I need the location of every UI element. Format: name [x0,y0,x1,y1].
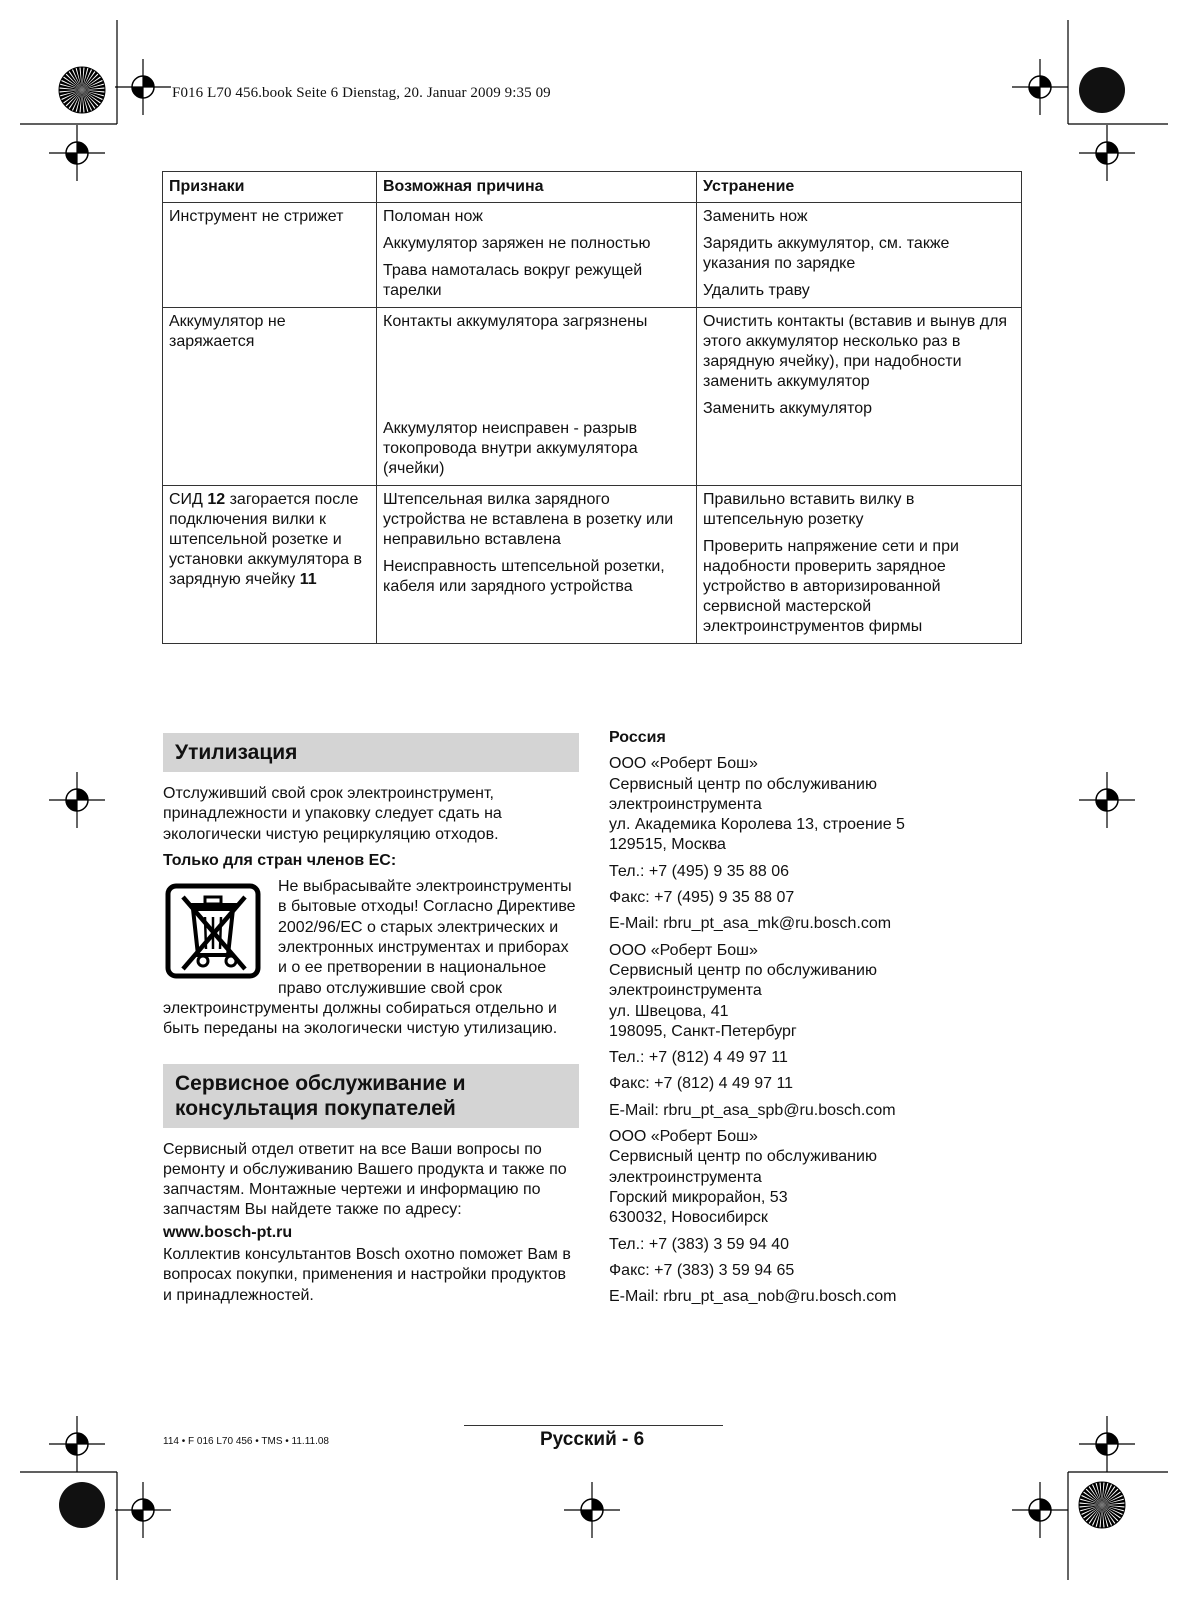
remedy-entry: Зарядить аккумулятор, см. также указания по зарядке [703,235,950,272]
symptom-cell: Инструмент не стрижет [163,203,377,308]
symptom-text: СИД [169,491,208,508]
address-line: 198095, Санкт-Петербург [609,1022,797,1040]
footer-rule [464,1425,723,1426]
print-header: F016 L70 456.book Seite 6 Dienstag, 20. Januar 2009 9:35 09 [172,85,551,101]
country-heading: Россия [609,729,666,746]
cause-cell [377,203,697,308]
remedy-cell [697,308,1022,486]
office-phone: Тел.: +7 (812) 4 49 97 11 [609,1049,788,1067]
office-address [609,1127,1029,1228]
footer-doc-code: 114 • F 016 L70 456 • TMS • 11.11.08 [163,1436,329,1447]
address-line: Сервисный центр по обслуживанию электроинструмента [609,775,877,813]
office-fax: Факс: +7 (812) 4 49 97 11 [609,1075,794,1093]
cause-entry: Трава намоталась вокруг режущей тарелки [383,262,643,299]
disposal-intro: Отслуживший свой срок электроинструмент, принадлежности и упаковку следует сдать на экологически чистую рециркуляцию отходов. [163,785,502,843]
cause-entry: Аккумулятор неисправен - разрыв токопровода внутри аккумулятора (ячейки) [383,420,638,477]
table-header-row [163,172,1022,203]
column-header: Возможная причина [377,172,697,203]
service-url-link[interactable]: www.bosch-pt.ru [163,1223,293,1241]
service-office-moscow [609,754,1029,934]
table-row [163,308,1022,486]
symptom-cell [163,486,377,644]
service-office-novosibirsk [609,1127,1029,1307]
address-line: ул. Швецова, 41 [609,1002,729,1020]
office-phone: Тел.: +7 (383) 3 59 94 40 [609,1235,790,1253]
address-line: Сервисный центр по обслуживанию электроинструмента [609,961,877,1000]
column-header: Устранение [697,172,1022,203]
address-line: ул. Академика Королева 13, строение 5 [609,816,905,834]
table-row [163,203,1022,308]
service-text: Сервисный отдел ответит на все Ваши вопросы по ремонту и обслуживанию Вашего продукта и также по запчастям. Монтажные чертежи и информацию по запчастям Вы найдете также по адресу: [163,1140,567,1219]
cause-entry: Контакты аккумулятора загрязнены [383,313,648,330]
page-number: Русский - 6 [540,1429,645,1450]
office-phone: Тел.: +7 (495) 9 35 88 06 [609,862,790,880]
right-column [609,728,1029,1313]
disposal-heading: Утилизация [163,733,579,772]
cause-cell [377,308,697,486]
cause-entry: Неисправность штепсельной розетки, кабеля или зарядного устройства [383,558,665,595]
address-line: ООО «Роберт Бош» [609,1128,758,1146]
office-fax: Факс: +7 (383) 3 59 94 65 [609,1261,795,1279]
section-spacer [163,1046,579,1064]
eu-heading: Только для стран членов ЕС: [163,851,397,869]
cause-entry: Аккумулятор заряжен не полностью [383,235,651,252]
left-column [163,733,579,1312]
remedy-entry: Заменить нож [703,208,808,225]
address-line: ООО «Роберт Бош» [609,941,758,959]
address-line: Сервисный центр по обслуживанию электроинструмента [609,1148,877,1186]
address-line: Горский микрорайон, 53 [609,1188,788,1206]
symptom-text: загорается после подключения вилки к штепсельной розетке и установки аккумулятора в зарядную ячейку [169,491,362,588]
troubleshooting-table [162,171,1022,644]
address-line: ООО «Роберт Бош» [609,755,758,773]
office-address [609,941,1029,1042]
address-line: 630032, Новосибирск [609,1209,768,1227]
crossed-out-wheelie-bin-icon [165,883,261,979]
office-address [609,754,1029,855]
remedy-entry: Заменить аккумулятор [703,400,873,417]
cause-entry: Штепсельная вилка зарядного устройства не вставлена в розетку или неправильно вставлена [383,491,674,548]
remedy-entry: Правильно вставить вилку в штепсельную розетку [703,491,915,528]
slot-ref-number: 11 [299,571,317,588]
office-email-link[interactable]: E-Mail: rbru_pt_asa_spb@ru.bosch.com [609,1101,896,1119]
weee-notice [163,877,579,1039]
led-ref-number: 12 [207,491,226,508]
cause-entry: Поломан нож [383,208,483,225]
office-fax: Факс: +7 (495) 9 35 88 07 [609,889,795,907]
symptom-cell: Аккумулятор не заряжается [163,308,377,486]
service-text-2: Коллектив консультантов Bosch охотно поможет Вам в вопросах покупки, применения и настройки продуктов и принадлежностей. [163,1246,571,1304]
table-row [163,486,1022,644]
address-line: 129515, Москва [609,836,726,854]
service-office-spb [609,941,1029,1121]
remedy-entry: Очистить контакты (вставив и вынув для этого аккумулятор несколько раз в зарядную ячейку), при надобности заменить аккумулятор [703,313,1008,390]
office-email-link[interactable]: E-Mail: rbru_pt_asa_mk@ru.bosch.com [609,915,892,933]
column-header: Признаки [163,172,377,203]
remedy-cell [697,486,1022,644]
office-email-link[interactable]: E-Mail: rbru_pt_asa_nob@ru.bosch.com [609,1288,897,1306]
remedy-cell [697,203,1022,308]
cause-cell [377,486,697,644]
eu-text: Не выбрасывайте электроинструменты в бытовые отходы! Согласно Директиве 2002/96/ЕС о старых электрических и электронных инструментах и приборах и о ее претворении в национальное право отслужившие свой срок электроинструменты должны собираться отдельно и быть переданы на экологически чистую утилизацию. [163,878,576,1038]
remedy-entry: Проверить напряжение сети и при надобности проверить зарядное устройство в авторизированной сервисной мастерской электроинструментов фирмы [703,538,959,635]
remedy-entry: Удалить траву [703,282,810,299]
service-heading: Сервисное обслуживание и консультация покупателей [163,1064,579,1128]
